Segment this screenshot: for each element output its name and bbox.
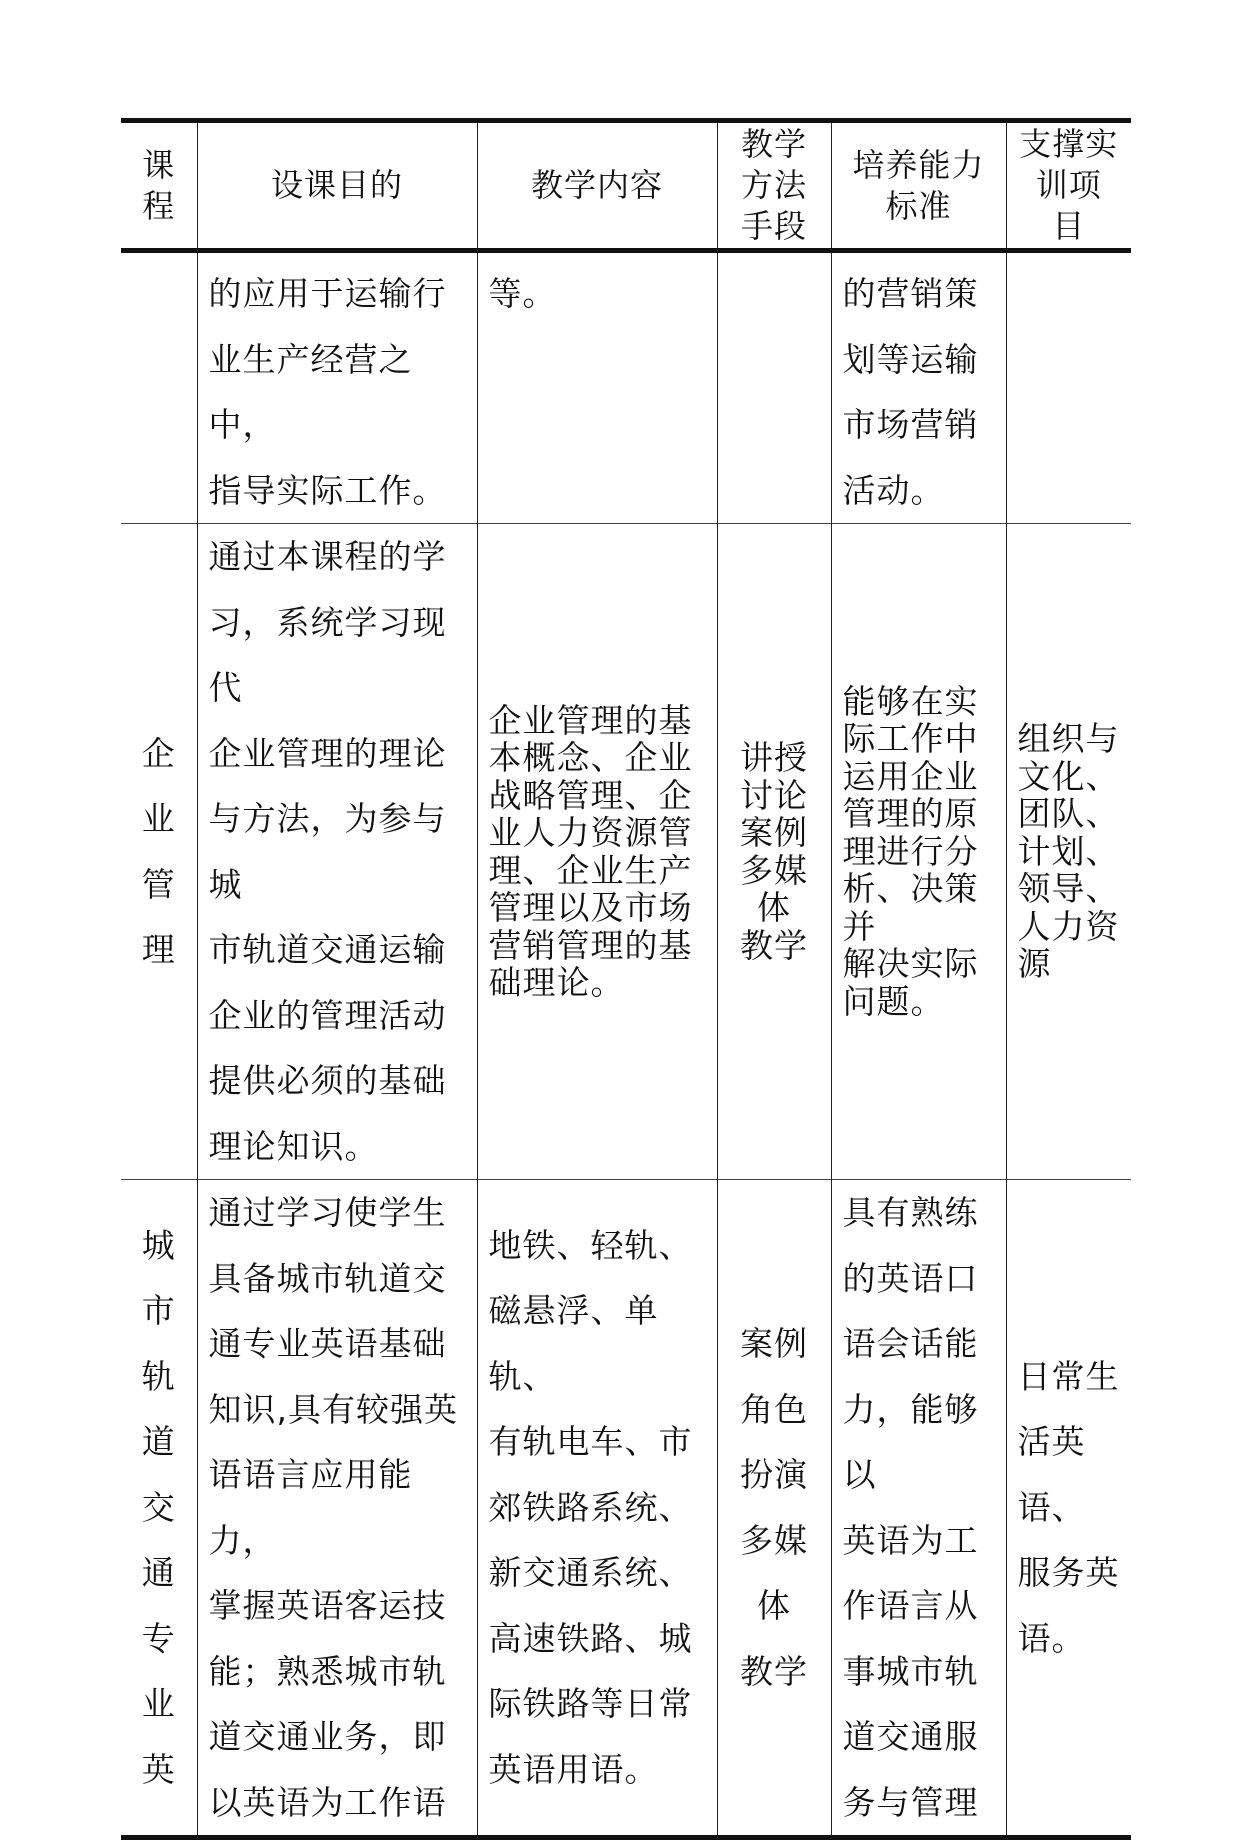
header-purpose: 设课目的 bbox=[197, 121, 477, 251]
cell-course: 企 业 管 理 bbox=[121, 524, 197, 1180]
table-body bbox=[121, 251, 1131, 1838]
header-content: 教学内容 bbox=[477, 121, 717, 251]
cell-method: 案例 角色 扮演 多媒 体 教学 bbox=[717, 1180, 831, 1838]
header-ability: 培养能力 标准 bbox=[831, 121, 1006, 251]
cell-content: 企业管理的基 本概念、企业 战略管理、企 业人力资源管 理、企业生产 管理以及市场 营销管理的基 础理论。 bbox=[477, 524, 717, 1180]
cell-purpose: 的应用于运输行 业生产经营之中， 指导实际工作。 bbox=[197, 251, 477, 524]
cell-training bbox=[1006, 251, 1131, 524]
cell-content: 地铁、轻轨、 磁悬浮、单轨、 有轨电车、市 郊铁路系统、 新交通系统、 高速铁路、城 际铁路等日常 英语用语。 bbox=[477, 1180, 717, 1838]
curriculum-table bbox=[121, 118, 1131, 1840]
table-row bbox=[121, 251, 1131, 524]
table-row bbox=[121, 524, 1131, 1180]
cell-method bbox=[717, 251, 831, 524]
cell-training: 组织与 文化、 团队、 计划、 领导、 人力资 源 bbox=[1006, 524, 1131, 1180]
cell-training: 日常生 活英语、 服务英 语。 bbox=[1006, 1180, 1131, 1838]
cell-content: 等。 bbox=[477, 251, 717, 524]
cell-ability: 能够在实 际工作中 运用企业 管理的原 理进行分 析、决策并 解决实际 问题。 bbox=[831, 524, 1006, 1180]
header-training: 支撑实 训项 目 bbox=[1006, 121, 1131, 251]
header-method: 教学 方法 手段 bbox=[717, 121, 831, 251]
cell-ability: 具有熟练 的英语口 语会话能 力，能够以 英语为工 作语言从 事城市轨 道交通服 务与管理 bbox=[831, 1180, 1006, 1838]
cell-purpose: 通过本课程的学 习，系统学习现代 企业管理的理论 与方法，为参与城 市轨道交通运输 企业的管理活动 提供必须的基础 理论知识。 bbox=[197, 524, 477, 1180]
cell-course: 城 市 轨 道 交 通 专 业 英 bbox=[121, 1180, 197, 1838]
cell-course bbox=[121, 251, 197, 524]
cell-method: 讲授 讨论 案例 多媒 体 教学 bbox=[717, 524, 831, 1180]
header-course: 课 程 bbox=[121, 121, 197, 251]
table-header bbox=[121, 121, 1131, 251]
table-row bbox=[121, 1180, 1131, 1838]
header-row bbox=[121, 121, 1131, 251]
cell-ability: 的营销策 划等运输 市场营销 活动。 bbox=[831, 251, 1006, 524]
cell-purpose: 通过学习使学生 具备城市轨道交 通专业英语基础 知识,具有较强英 语语言应用能力， 掌握英语客运技 能；熟悉城市轨 道交通业务，即 以英语为工作语 bbox=[197, 1180, 477, 1838]
